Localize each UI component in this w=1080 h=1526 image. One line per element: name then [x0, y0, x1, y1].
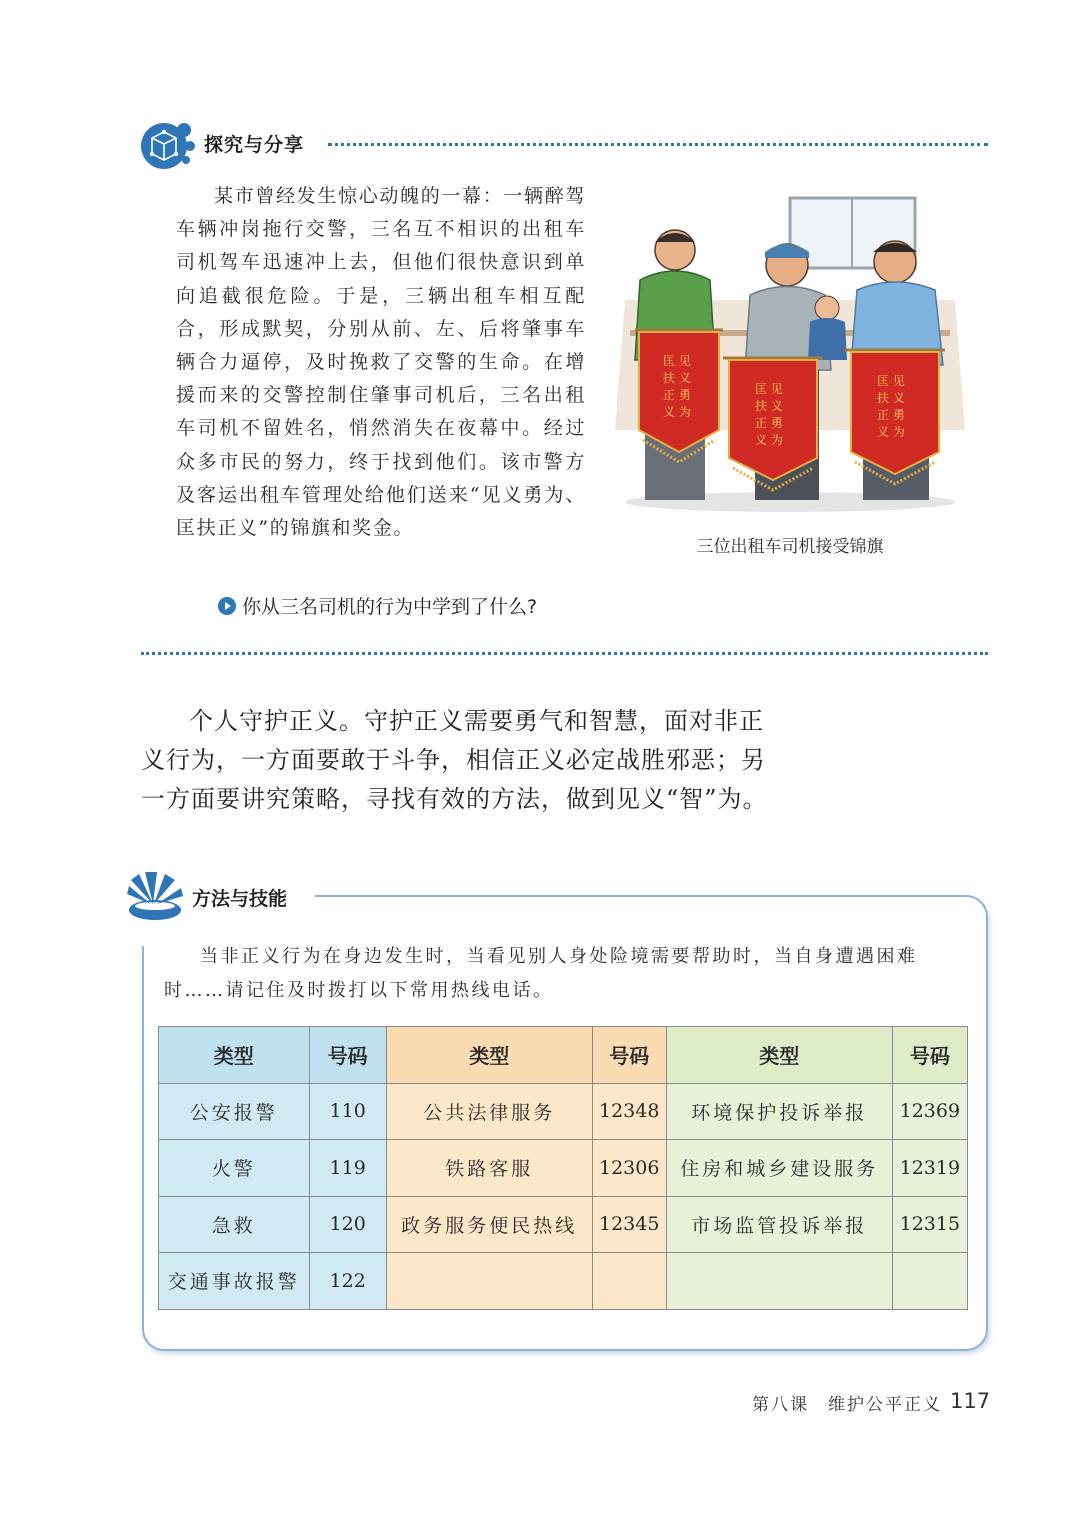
- method-intro-text: 当非正义行为在身边发生时，当看见别人身处险境需要帮助时，当自身遭遇困难时……请记住及时拨打以下常用热线电话。: [164, 946, 918, 1001]
- hotline-number: 12315: [892, 1196, 967, 1253]
- main-paragraph-text: 个人守护正义。守护正义需要勇气和智慧，面对非正义行为，一方面要敢于斗争，相信正义必定战胜邪恶；另一方面要讲究策略，寻找有效的方法，做到见义“智”为。: [141, 707, 768, 813]
- hotline-number: 120: [309, 1196, 386, 1253]
- header-type-3: 类型: [666, 1027, 892, 1084]
- sunburst-icon: [127, 868, 183, 922]
- header-type-2: 类型: [386, 1027, 592, 1084]
- svg-text:扶 义: 扶 义: [663, 371, 691, 385]
- hotline-type: 急救: [159, 1196, 310, 1253]
- main-paragraph: [141, 702, 781, 819]
- hotline-number: 12345: [592, 1196, 666, 1253]
- header-number-1: 号码: [309, 1027, 386, 1084]
- svg-text:义 为: 义 为: [663, 405, 691, 419]
- hotline-number: 12348: [592, 1083, 666, 1140]
- hotline-number: 12369: [892, 1083, 967, 1140]
- explore-bottom-divider: [141, 652, 988, 655]
- svg-text:义 为: 义 为: [877, 425, 905, 439]
- svg-text:匡 见: 匡 见: [755, 382, 783, 396]
- table-row: [159, 1196, 968, 1253]
- svg-text:正 勇: 正 勇: [755, 416, 783, 430]
- svg-text:义 为: 义 为: [755, 433, 783, 447]
- banner-2: [723, 358, 823, 490]
- svg-text:匡 见: 匡 见: [663, 354, 691, 368]
- method-intro: [164, 940, 964, 1008]
- hotline-type: 公安报警: [159, 1083, 310, 1140]
- lesson-footer: 第八课 维护公平正义: [752, 1395, 942, 1415]
- hotline-type: 住房和城乡建设服务: [666, 1140, 892, 1197]
- hotline-number: 12319: [892, 1140, 967, 1197]
- play-arrow-icon: [218, 597, 236, 615]
- question-text: 你从三名司机的行为中学到了什么?: [242, 596, 538, 618]
- table-header-row: [159, 1027, 968, 1084]
- hotline-type: [386, 1253, 592, 1310]
- image-caption: 三位出租车司机接受锦旗: [696, 537, 884, 557]
- story-paragraph: 某市曾经发生惊心动魄的一幕：一辆醉驾车辆冲岗拖行交警，三名互不相识的出租车司机驾车迅速冲上去，但他们很快意识到单向追截很危险。于是，三辆出租车相互配合，形成默契，分别从前、左、后将肇事车辆合力逼停，及时挽救了交警的生命。在增援而来的交警控制住肇事司机后，三名出租车司机不留姓名，悄然消失在夜幕中。经过众多市民的努力，终于找到他们。该市警方及客运出租车管理处给他们送来“见义勇为、匡扶正义”的锦旗和奖金。: [176, 185, 586, 540]
- table-row: [159, 1140, 968, 1197]
- table-row: [159, 1253, 968, 1310]
- header-type-1: 类型: [159, 1027, 310, 1084]
- taxi-drivers-illustration: [605, 190, 975, 515]
- page-number: 117: [950, 1389, 991, 1413]
- hotline-number: 119: [309, 1140, 386, 1197]
- hotline-type: 政务服务便民热线: [386, 1196, 592, 1253]
- explore-story-text: [176, 180, 586, 545]
- hotline-type: 铁路客服: [386, 1140, 592, 1197]
- hotline-type: 交通事故报警: [159, 1253, 310, 1310]
- hotline-type: 公共法律服务: [386, 1083, 592, 1140]
- table-row: [159, 1083, 968, 1140]
- svg-text:正 勇: 正 勇: [877, 408, 905, 422]
- molecule-icon: [140, 116, 196, 172]
- hotline-type: 火警: [159, 1140, 310, 1197]
- explore-title: 探究与分享: [204, 134, 305, 156]
- hotline-type: [666, 1253, 892, 1310]
- header-number-2: 号码: [592, 1027, 666, 1084]
- svg-text:匡 见: 匡 见: [877, 374, 905, 388]
- explore-top-divider: [328, 143, 988, 146]
- hotline-number: [592, 1253, 666, 1310]
- svg-text:正 勇: 正 勇: [663, 388, 691, 402]
- hotline-number: 12306: [592, 1140, 666, 1197]
- hotline-number: [892, 1253, 967, 1310]
- hotline-table: [158, 1026, 968, 1310]
- hotline-number: 122: [309, 1253, 386, 1310]
- hotline-type: 市场监管投诉举报: [666, 1196, 892, 1253]
- header-number-3: 号码: [892, 1027, 967, 1084]
- discussion-question: [218, 592, 537, 619]
- svg-text:扶 义: 扶 义: [755, 399, 783, 413]
- svg-text:扶 义: 扶 义: [877, 391, 905, 405]
- method-title: 方法与技能: [192, 888, 288, 910]
- hotline-type: 环境保护投诉举报: [666, 1083, 892, 1140]
- hotline-number: 110: [309, 1083, 386, 1140]
